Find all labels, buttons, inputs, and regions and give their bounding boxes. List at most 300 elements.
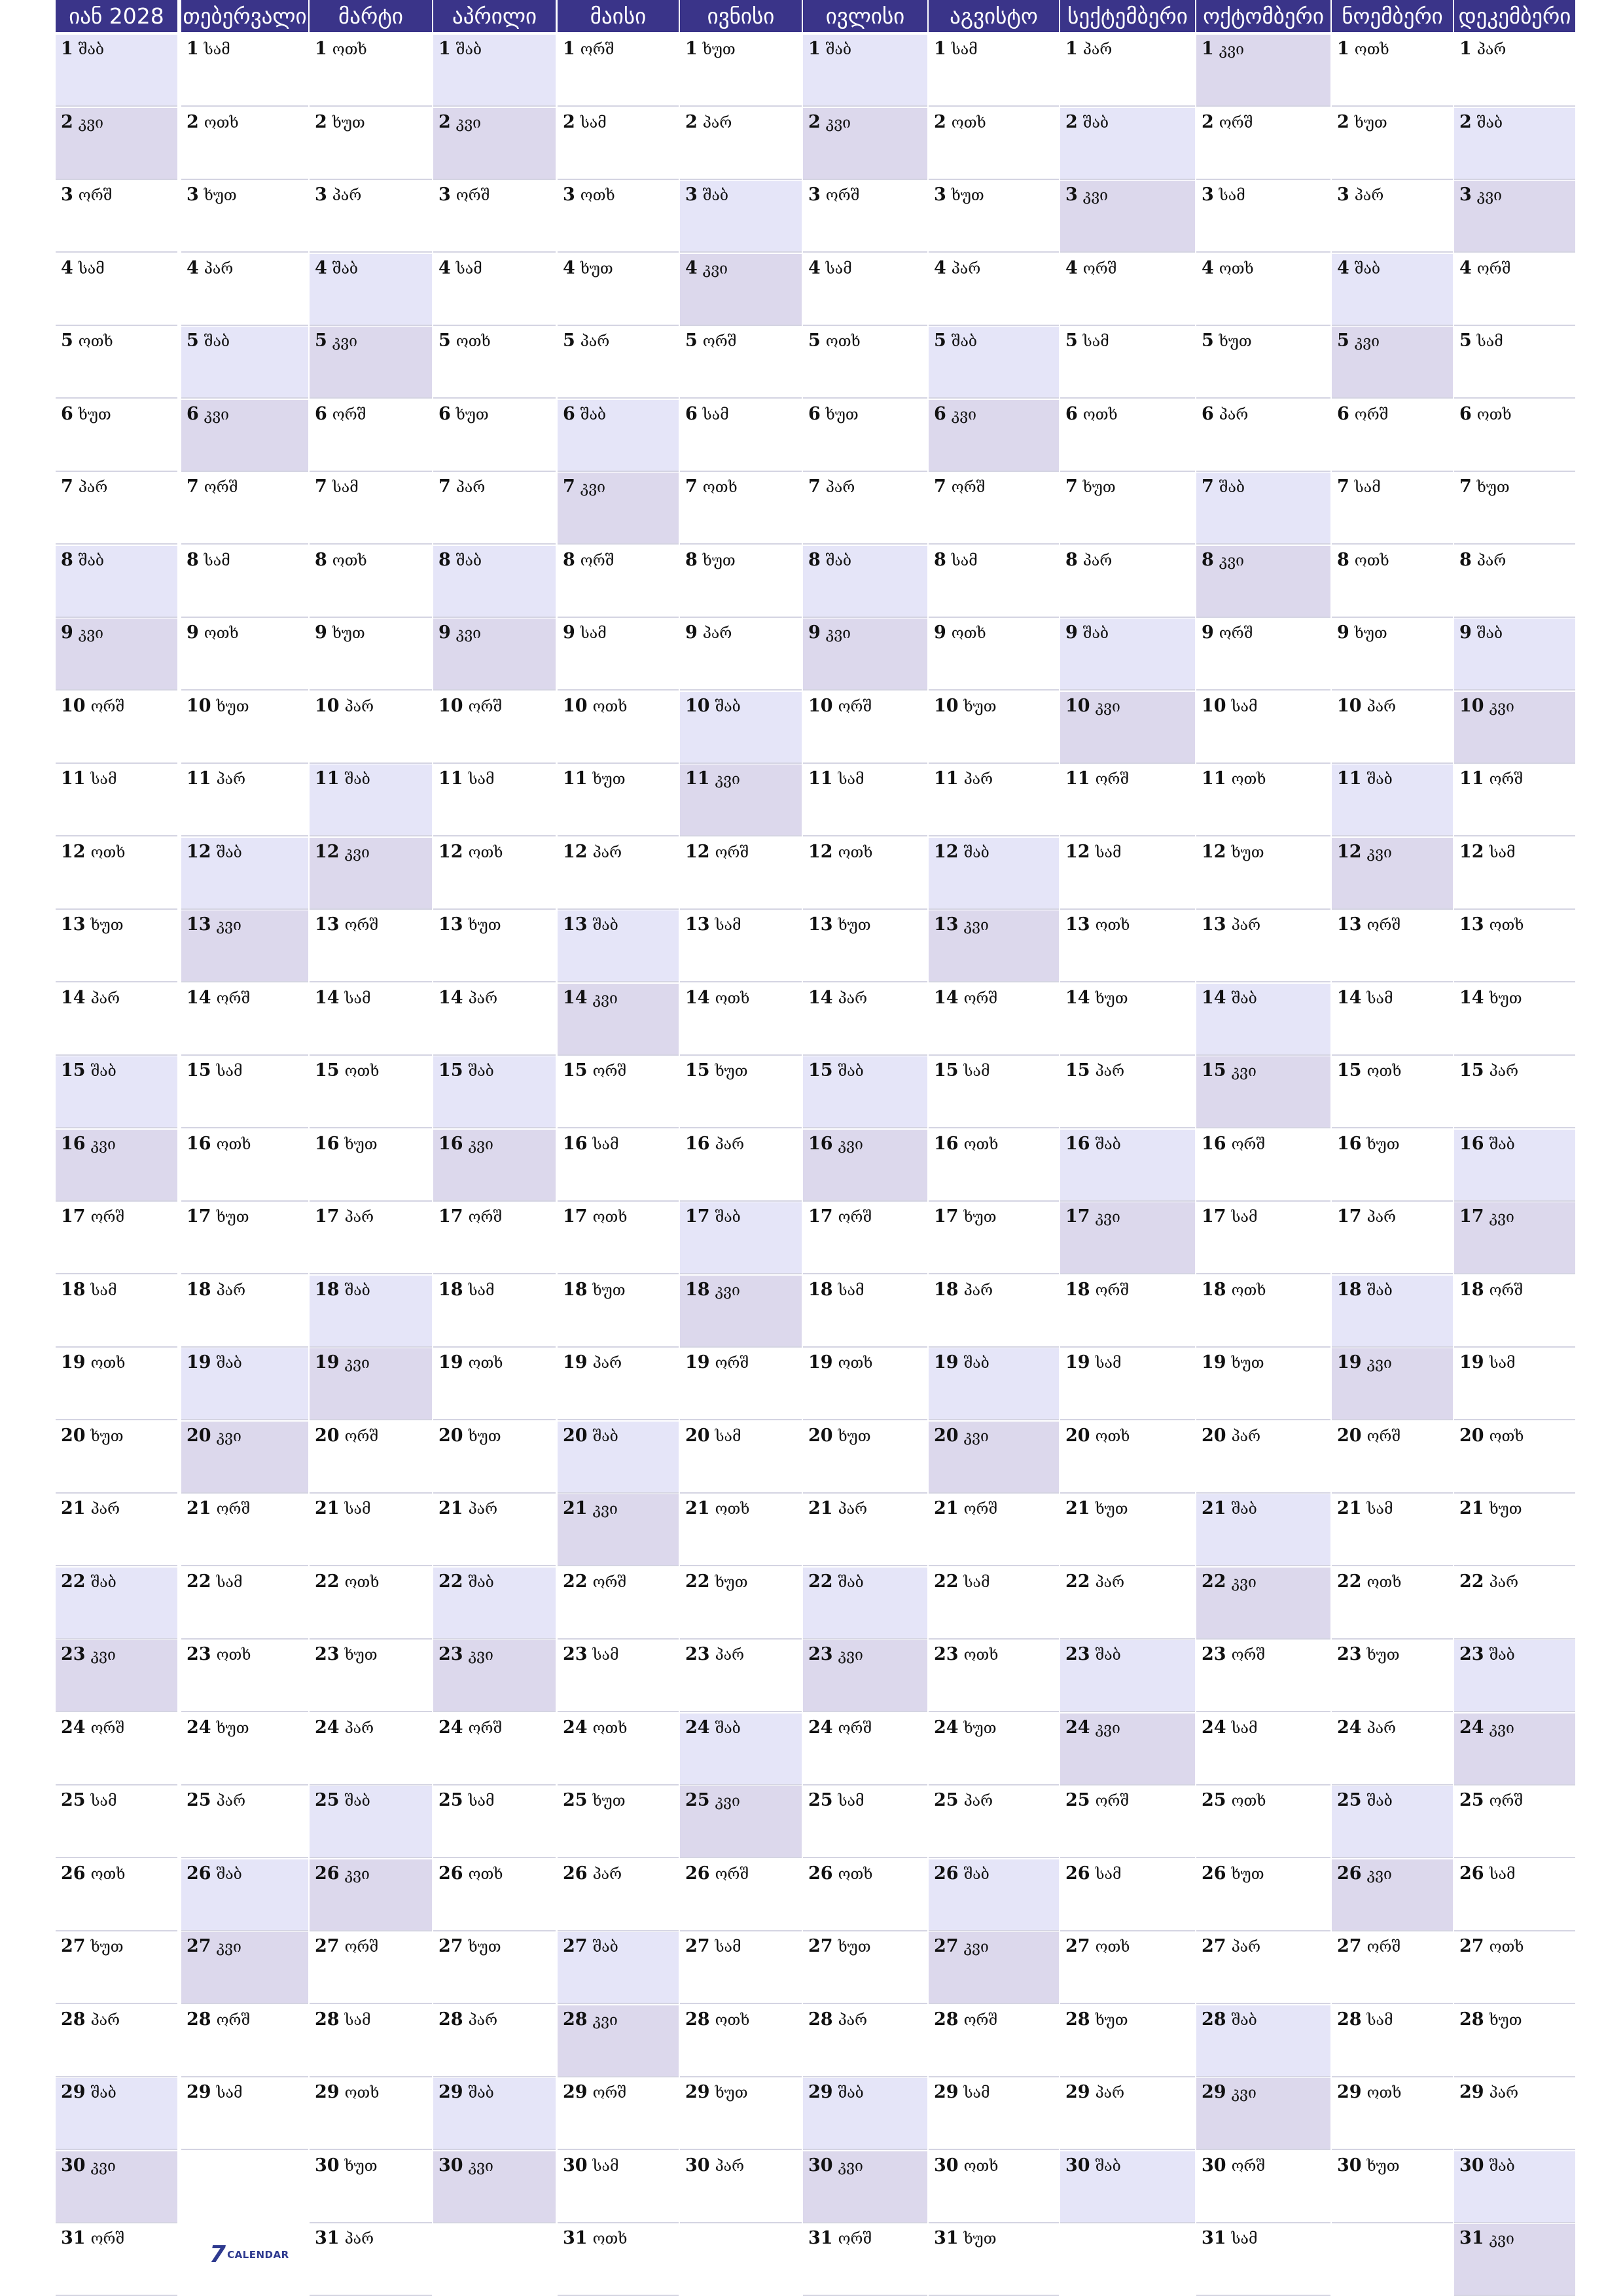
day-number: 4 xyxy=(563,257,575,278)
weekday-label: კვი xyxy=(1219,41,1245,58)
weekday-label: ოთხ xyxy=(838,1865,873,1883)
day-cell xyxy=(929,838,1059,910)
day-number: 22 xyxy=(61,1571,86,1592)
day-number: 28 xyxy=(685,2009,710,2030)
day-cell xyxy=(433,2005,556,2077)
day-cell xyxy=(310,1713,432,1785)
day-number: 15 xyxy=(685,1060,710,1081)
day-cell xyxy=(1196,2151,1330,2223)
weekday-label: ხუთ xyxy=(838,1939,871,1956)
weekday-label: ორშ xyxy=(344,1427,379,1445)
day-number: 14 xyxy=(61,987,86,1008)
day-number: 16 xyxy=(1202,1133,1226,1154)
day-number: 8 xyxy=(1337,549,1349,570)
weekday-label: სამ xyxy=(1476,333,1503,350)
day-number: 3 xyxy=(808,185,821,205)
day-number: 12 xyxy=(563,841,588,862)
day-number: 10 xyxy=(1065,695,1090,716)
day-cell xyxy=(310,1130,432,1202)
day-cell xyxy=(1060,473,1195,545)
day-cell xyxy=(181,108,308,180)
weekday-label: სამ xyxy=(1231,1719,1258,1737)
weekday-label: ხუთ xyxy=(344,1647,378,1664)
weekday-label: ორშ xyxy=(592,2085,627,2102)
day-cell xyxy=(803,2005,927,2077)
day-cell xyxy=(56,2005,177,2077)
weekday-label: კვი xyxy=(1231,1063,1257,1080)
weekday-label: შაბ xyxy=(825,552,852,569)
day-number: 2 xyxy=(187,111,199,132)
month-header: სექტემბერი xyxy=(1060,0,1195,32)
day-cell xyxy=(433,984,556,1056)
day-cell xyxy=(803,254,927,326)
weekday-label: პარ xyxy=(90,2011,120,2029)
day-number: 2 xyxy=(934,111,946,132)
day-number: 6 xyxy=(934,403,946,424)
weekday-label: შაბ xyxy=(838,1573,864,1591)
day-cell xyxy=(56,764,177,836)
day-cell xyxy=(1454,2078,1575,2150)
day-number: 12 xyxy=(438,841,463,862)
day-cell xyxy=(56,2224,177,2296)
weekday-label: შაბ xyxy=(455,41,482,58)
day-cell xyxy=(1196,984,1330,1056)
weekday-label: ხუთ xyxy=(715,1573,748,1591)
day-number: 13 xyxy=(1065,914,1090,935)
day-number: 23 xyxy=(187,1644,211,1664)
day-number: 19 xyxy=(1459,1352,1484,1372)
weekday-label: ორშ xyxy=(951,479,986,496)
day-number: 22 xyxy=(187,1571,211,1592)
month-header: მაისი xyxy=(558,0,679,32)
weekday-label: ორშ xyxy=(1231,1647,1266,1664)
day-cell xyxy=(558,2151,679,2223)
weekday-label: ოთხ xyxy=(1231,771,1266,788)
day-cell xyxy=(1196,619,1330,691)
day-number: 27 xyxy=(563,1936,588,1956)
day-number: 30 xyxy=(315,2155,340,2176)
day-cell xyxy=(803,1932,927,2004)
weekday-label: სამ xyxy=(715,1427,741,1445)
day-cell xyxy=(929,254,1059,326)
weekday-label: შაბ xyxy=(90,1063,116,1080)
weekday-label: პარ xyxy=(1082,552,1113,569)
day-cell xyxy=(680,910,802,982)
weekday-label: პარ xyxy=(1095,2085,1125,2102)
day-number: 23 xyxy=(1459,1644,1484,1664)
day-number: 4 xyxy=(808,257,821,278)
day-cell xyxy=(1196,2078,1330,2150)
day-cell xyxy=(310,546,432,618)
day-cell xyxy=(558,984,679,1056)
weekday-label: პარ xyxy=(592,1355,622,1372)
weekday-label: ორშ xyxy=(1231,2157,1266,2175)
day-number: 29 xyxy=(808,2082,833,2102)
day-cell xyxy=(56,1713,177,1785)
weekday-label: ორშ xyxy=(1489,771,1524,788)
day-cell xyxy=(1060,1640,1195,1712)
day-cell xyxy=(1060,1494,1195,1566)
day-cell xyxy=(680,838,802,910)
day-number: 20 xyxy=(187,1425,211,1446)
weekday-label: პარ xyxy=(963,1282,993,1299)
weekday-label: ოთხ xyxy=(1095,1939,1130,1956)
day-number: 20 xyxy=(934,1425,959,1446)
day-cell xyxy=(929,473,1059,545)
weekday-label: შაბ xyxy=(963,1355,990,1372)
year-calendar-grid xyxy=(56,0,1575,2296)
day-cell xyxy=(1060,984,1195,1056)
weekday-label: შაბ xyxy=(825,41,852,58)
day-cell xyxy=(1196,254,1330,326)
day-number: 17 xyxy=(61,1206,86,1227)
weekday-label: ოთხ xyxy=(592,2231,628,2248)
day-number: 7 xyxy=(438,476,451,497)
weekday-label: კვი xyxy=(838,1647,863,1664)
day-number: 18 xyxy=(187,1279,211,1300)
day-cell xyxy=(803,838,927,910)
weekday-label: ორშ xyxy=(1476,260,1511,278)
weekday-label: სამ xyxy=(216,1573,243,1591)
day-number: 13 xyxy=(1337,914,1362,935)
weekday-label: ოთხ xyxy=(1095,917,1130,934)
day-number: 20 xyxy=(1065,1425,1090,1446)
day-cell xyxy=(929,1202,1059,1274)
weekday-label: ორშ xyxy=(1489,1282,1524,1299)
weekday-label: სამ xyxy=(1082,333,1109,350)
day-number: 3 xyxy=(61,185,73,205)
weekday-label: შაბ xyxy=(1366,1282,1393,1299)
weekday-label: ხუთ xyxy=(1489,1501,1522,1518)
weekday-label: შაბ xyxy=(1476,625,1503,642)
day-cell xyxy=(1454,1202,1575,1274)
day-cell xyxy=(56,108,177,180)
day-number: 29 xyxy=(563,2082,588,2102)
day-number: 4 xyxy=(61,257,73,278)
day-number: 7 xyxy=(315,476,327,497)
day-number: 7 xyxy=(1337,476,1349,497)
day-number: 28 xyxy=(1202,2009,1226,2030)
day-number: 11 xyxy=(438,768,463,789)
day-number: 5 xyxy=(438,331,451,351)
weekday-label: კვი xyxy=(592,2011,618,2029)
weekday-label: პარ xyxy=(332,187,362,204)
day-cell xyxy=(310,984,432,1056)
day-number: 24 xyxy=(61,1717,86,1738)
day-cell xyxy=(929,1713,1059,1785)
weekday-label: შაბ xyxy=(580,406,607,423)
day-cell xyxy=(1060,2078,1195,2150)
day-cell xyxy=(1060,692,1195,764)
weekday-label: პარ xyxy=(1095,1063,1125,1080)
day-cell xyxy=(310,764,432,836)
day-cell xyxy=(56,1422,177,1494)
day-cell xyxy=(1332,327,1453,399)
day-number: 9 xyxy=(438,622,451,643)
weekday-label: პარ xyxy=(715,2157,745,2175)
day-number: 29 xyxy=(1202,2082,1226,2102)
day-number: 6 xyxy=(1065,403,1078,424)
weekday-label: შაბ xyxy=(592,917,618,934)
day-number: 21 xyxy=(1337,1498,1362,1518)
day-cell xyxy=(310,1859,432,1931)
day-number: 31 xyxy=(1459,2228,1484,2248)
weekday-label: შაბ xyxy=(78,552,105,569)
day-cell xyxy=(680,764,802,836)
day-cell xyxy=(1060,1348,1195,1420)
day-cell xyxy=(929,327,1059,399)
day-number: 17 xyxy=(438,1206,463,1227)
day-number: 12 xyxy=(315,841,340,862)
day-cell xyxy=(181,1422,308,1494)
weekday-label: კვი xyxy=(838,1136,863,1153)
weekday-label: ოთხ xyxy=(1231,1282,1266,1299)
weekday-label: ხუთ xyxy=(1231,1355,1264,1372)
weekday-label: ხუთ xyxy=(90,1939,124,1956)
day-cell xyxy=(558,2005,679,2077)
day-number: 24 xyxy=(563,1717,588,1738)
day-cell xyxy=(1454,473,1575,545)
weekday-label: ხუთ xyxy=(332,114,365,132)
weekday-label: ოთხ xyxy=(332,41,367,58)
day-cell xyxy=(433,1786,556,1858)
day-cell xyxy=(929,546,1059,618)
day-number: 27 xyxy=(934,1936,959,1956)
weekday-label: სამ xyxy=(1366,990,1393,1007)
weekday-label: შაბ xyxy=(1489,1136,1515,1153)
day-number: 5 xyxy=(1065,331,1078,351)
day-cell xyxy=(1332,1568,1453,1640)
day-number: 8 xyxy=(438,549,451,570)
day-number: 18 xyxy=(1337,1279,1362,1300)
day-number: 19 xyxy=(315,1352,340,1372)
day-cell xyxy=(803,181,927,253)
weekday-label: სამ xyxy=(204,552,230,569)
day-number: 11 xyxy=(315,768,340,789)
day-number: 9 xyxy=(315,622,327,643)
day-number: 6 xyxy=(1459,403,1472,424)
day-cell xyxy=(558,1130,679,1202)
day-number: 15 xyxy=(563,1060,588,1081)
weekday-label: ოთხ xyxy=(1082,406,1118,423)
day-cell xyxy=(181,764,308,836)
weekday-label: ხუთ xyxy=(78,406,111,423)
weekday-label: ორშ xyxy=(1366,917,1401,934)
weekday-label: სამ xyxy=(332,479,359,496)
weekday-label: კვი xyxy=(1219,552,1245,569)
day-number: 14 xyxy=(1459,987,1484,1008)
day-cell xyxy=(680,1786,802,1858)
weekday-label: პარ xyxy=(1489,1063,1519,1080)
day-cell xyxy=(558,1422,679,1494)
day-number: 10 xyxy=(1459,695,1484,716)
weekday-label: კვი xyxy=(1366,1355,1392,1372)
day-cell xyxy=(558,254,679,326)
weekday-label: ორშ xyxy=(90,2231,125,2248)
day-number: 18 xyxy=(1065,1279,1090,1300)
day-number: 22 xyxy=(1459,1571,1484,1592)
weekday-label: შაბ xyxy=(1095,2157,1121,2175)
day-number: 8 xyxy=(315,549,327,570)
weekday-label: კვი xyxy=(951,406,977,423)
weekday-label: ორშ xyxy=(580,552,615,569)
day-cell xyxy=(433,1494,556,1566)
day-number: 3 xyxy=(1202,185,1214,205)
weekday-label: ორშ xyxy=(963,990,998,1007)
day-cell xyxy=(1060,108,1195,180)
day-cell xyxy=(56,473,177,545)
day-cell xyxy=(56,1130,177,1202)
weekday-label: პარ xyxy=(90,990,120,1007)
day-number: 25 xyxy=(563,1790,588,1810)
day-cell xyxy=(929,181,1059,253)
day-number: 12 xyxy=(934,841,959,862)
weekday-label: ორშ xyxy=(90,1209,125,1226)
month-header: ივლისი xyxy=(803,0,927,32)
day-cell xyxy=(803,984,927,1056)
day-number: 27 xyxy=(808,1936,833,1956)
day-cell xyxy=(929,108,1059,180)
day-cell xyxy=(803,1713,927,1785)
weekday-label: ხუთ xyxy=(580,260,613,278)
day-cell xyxy=(803,1130,927,1202)
day-cell xyxy=(803,619,927,691)
day-number: 23 xyxy=(61,1644,86,1664)
day-cell xyxy=(558,108,679,180)
day-cell xyxy=(433,1568,556,1640)
day-number: 9 xyxy=(187,622,199,643)
day-number: 10 xyxy=(1202,695,1226,716)
day-number: 4 xyxy=(1065,257,1078,278)
day-number: 25 xyxy=(1459,1790,1484,1810)
day-cell xyxy=(1332,2151,1453,2223)
day-number: 10 xyxy=(187,695,211,716)
day-number: 7 xyxy=(1459,476,1472,497)
day-cell xyxy=(181,1348,308,1420)
weekday-label: კვი xyxy=(455,114,482,132)
day-number: 9 xyxy=(934,622,946,643)
weekday-label: პარ xyxy=(1082,41,1113,58)
weekday-label: სამ xyxy=(455,260,482,278)
weekday-label: ხუთ xyxy=(592,1793,626,1810)
day-number: 9 xyxy=(563,622,575,643)
day-number: 20 xyxy=(808,1425,833,1446)
weekday-label: ხუთ xyxy=(702,41,736,58)
day-number: 24 xyxy=(315,1717,340,1738)
day-cell xyxy=(56,1348,177,1420)
day-number: 2 xyxy=(1202,111,1214,132)
day-number: 16 xyxy=(315,1133,340,1154)
weekday-label: ხუთ xyxy=(468,917,501,934)
day-number: 29 xyxy=(438,2082,463,2102)
weekday-label: კვი xyxy=(1476,187,1503,204)
day-cell xyxy=(1454,1859,1575,1931)
day-number: 21 xyxy=(61,1498,86,1518)
day-cell xyxy=(1196,1348,1330,1420)
day-cell xyxy=(1060,546,1195,618)
day-cell xyxy=(680,108,802,180)
day-cell xyxy=(433,1932,556,2004)
day-cell xyxy=(56,2151,177,2223)
day-number: 8 xyxy=(187,549,199,570)
day-cell xyxy=(1196,910,1330,982)
day-cell xyxy=(1196,546,1330,618)
weekday-label: შაბ xyxy=(838,2085,864,2102)
day-number: 3 xyxy=(1337,185,1349,205)
weekday-label: ხუთ xyxy=(1095,990,1128,1007)
day-cell xyxy=(1454,692,1575,764)
weekday-label: შაბ xyxy=(951,333,978,350)
day-cell xyxy=(1060,619,1195,691)
weekday-label: კვი xyxy=(1489,1719,1514,1737)
day-number: 17 xyxy=(934,1206,959,1227)
weekday-label: ხუთ xyxy=(468,1427,501,1445)
day-number: 29 xyxy=(1337,2082,1362,2102)
day-number: 15 xyxy=(1065,1060,1090,1081)
day-number: 19 xyxy=(1202,1352,1226,1372)
day-cell xyxy=(310,35,432,107)
day-cell xyxy=(803,35,927,107)
weekday-label: შაბ xyxy=(1219,479,1245,496)
day-cell xyxy=(680,1130,802,1202)
day-cell xyxy=(56,2078,177,2150)
day-cell xyxy=(1454,910,1575,982)
weekday-label: კვი xyxy=(468,1136,493,1153)
day-number: 1 xyxy=(1202,39,1214,59)
weekday-label: ხუთ xyxy=(838,917,871,934)
day-cell xyxy=(181,1130,308,1202)
weekday-label: შაბ xyxy=(963,844,990,861)
day-cell xyxy=(310,400,432,472)
day-number: 7 xyxy=(563,476,575,497)
weekday-label: სამ xyxy=(1489,1865,1516,1883)
weekday-label: პარ xyxy=(1476,41,1507,58)
day-cell xyxy=(1454,1494,1575,1566)
weekday-label: ოთხ xyxy=(78,333,113,350)
day-number: 23 xyxy=(1065,1644,1090,1664)
day-number: 3 xyxy=(934,185,946,205)
weekday-label: სამ xyxy=(1354,479,1381,496)
day-cell xyxy=(558,1932,679,2004)
weekday-label: ოთხ xyxy=(1354,552,1389,569)
day-cell xyxy=(1196,1276,1330,1348)
day-number: 16 xyxy=(808,1133,833,1154)
weekday-label: კვი xyxy=(344,1355,370,1372)
day-cell xyxy=(1332,619,1453,691)
day-cell xyxy=(1332,692,1453,764)
day-cell xyxy=(803,1202,927,1274)
day-number: 19 xyxy=(1065,1352,1090,1372)
day-cell xyxy=(680,1568,802,1640)
day-number: 12 xyxy=(1065,841,1090,862)
weekday-label: პარ xyxy=(216,1793,246,1810)
weekday-label: ორშ xyxy=(1489,1793,1524,1810)
day-cell xyxy=(1454,254,1575,326)
day-number: 6 xyxy=(1337,403,1349,424)
day-cell xyxy=(1332,1713,1453,1785)
day-cell xyxy=(1060,1276,1195,1348)
weekday-label: პარ xyxy=(702,625,732,642)
day-cell xyxy=(181,546,308,618)
weekday-label: ორშ xyxy=(1082,260,1117,278)
weekday-label: შაბ xyxy=(455,552,482,569)
weekday-label: პარ xyxy=(216,1282,246,1299)
weekday-label: ოთხ xyxy=(1231,1793,1266,1810)
weekday-label: პარ xyxy=(1354,187,1384,204)
day-cell xyxy=(929,2151,1059,2223)
weekday-label: კვი xyxy=(963,917,989,934)
day-number: 13 xyxy=(438,914,463,935)
